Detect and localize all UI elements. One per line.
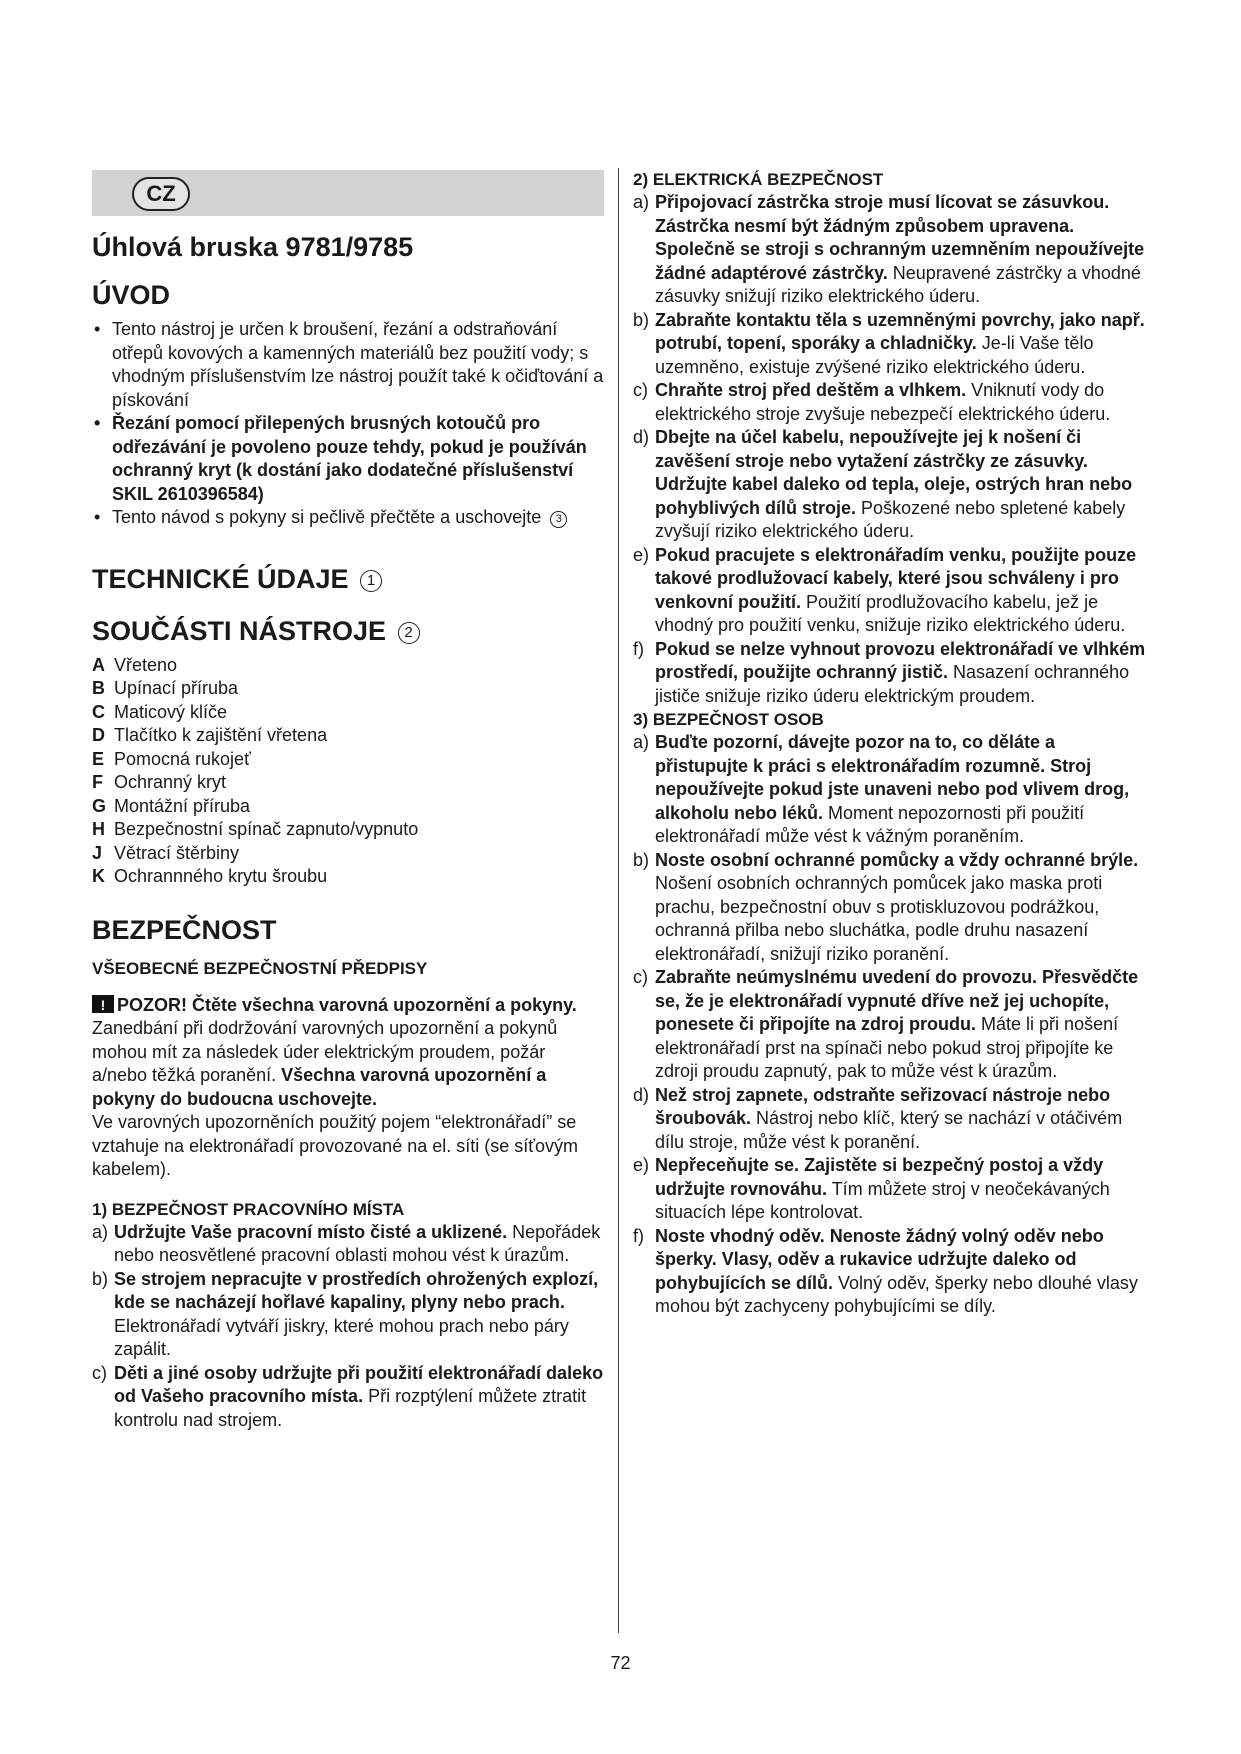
item-letter: d) [633,1084,650,1105]
safety-item [633,379,1148,426]
safety-item [92,1362,604,1433]
part-item [92,724,604,748]
part-key: B [92,678,105,698]
safety-item [633,309,1148,380]
item-bold: Pokud se nelze vyhnout provozu elektronářadí ve vlhkém prostředí, použijte ochranný jistič. [655,638,1146,682]
safety-item [92,1221,604,1268]
uvod-list [92,318,604,530]
section-3-heading: 3) BEZPEČNOST OSOB [633,710,824,729]
item-letter: e) [633,1155,650,1175]
item-text: Při rozptýlení můžete ztratit kontrolu nad strojem. [114,1386,587,1430]
item-text: Moment nepozornosti při použití elektronářadí může vést k vážným poraněním. [655,802,1085,846]
figure-ref: 3 [550,511,567,528]
item-letter: e) [633,544,650,565]
section-1-heading: 1) BEZPEČNOST PRACOVNÍHO MÍSTA [92,1199,405,1219]
safety-item [633,191,1148,309]
part-item [92,677,604,701]
part-key: J [92,842,103,863]
part-item [92,865,604,889]
part-key: E [92,748,105,769]
item-text: Tím můžete stroj v neočekávaných situacích lépe kontrolovat. [655,1178,1110,1222]
item-bold: Děti a jiné osoby udržujte při použití elektronářadí daleko od Vašeho pracovního místa. [114,1362,604,1406]
item-letter: c) [633,380,648,400]
language-badge: CZ [132,177,190,211]
list-item: • Tento nástroj je určen k broušení, řezání a odstraňování otřepů kovových a kamenných materiálů bez použití vody; s vhodným příslušenstvím lze nástroj použít také k očiďtování a pískování [92,318,604,412]
part-label: Upínací příruba [114,678,239,698]
definition-paragraph: Ve varovných upozorněních použitý pojem “elektronářadí” se vztahuje na elektronářadí provozované na el. síti (se síťovým kabelem). [92,1112,578,1179]
product-title: Úhlová bruska 9781/9785 [92,232,414,262]
safety-heading: BEZPEČNOST [92,914,277,945]
item-text: Nasazení ochranného jističe snižuje riziko úderu elektrickým proudem. [655,662,1130,706]
left-column [92,170,604,1432]
part-label: Pomocná rukojeť [114,748,251,769]
item-text: Poškozené nebo spletené kabely zvyšují riziko elektrického úderu. [655,497,1126,541]
part-key: F [92,772,103,792]
warning-text: Zanedbání při dodržování varovných upozornění a pokynů mohou mít za následek úder elektrickým proudem, požár a/nebo těžká poranění. [92,1018,558,1085]
section-2-list [633,191,1148,708]
warning-paragraph [92,994,604,1112]
part-key: H [92,819,105,839]
item-bold: Noste vhodný oděv. Nenoste žádný volný oděv nebo šperky. Vlasy, oděv a rukavice udržujte daleko od pohybujících se dílů. [655,1225,1104,1293]
safety-item [633,966,1148,1084]
part-label: Bezpečnostní spínač zapnuto/vypnuto [114,819,419,839]
part-key: D [92,725,105,745]
list-item: • Řezání pomocí přilepených brusných kotoučů pro odřezávání je povoleno pouze tehdy, pokud je používán ochranný kryt (k dostání jako dodatečné příslušenství SKIL 2610396584) [92,412,604,506]
column-divider [618,168,619,1633]
part-label: Montážní příruba [114,795,251,816]
item-letter: f) [633,1225,644,1246]
parts-heading-text: SOUČÁSTI NÁSTROJE [92,615,387,646]
part-label: Ochrannného krytu šroubu [114,866,328,886]
item-text: Nošení osobních ochranných pomůcek jako maska proti prachu, bezpečnostní obuv s protiskluzovou podrážkou, ochranná přilba nebo sluchátka, podle druhu nasazení elektronářadí, snižují riziko poranění. [655,873,1103,964]
part-item [92,654,604,678]
section-3-list [633,731,1148,1319]
item-letter: f) [633,638,644,659]
item-bold: Připojovací zástrčka stroje musí lícovat se zásuvkou. Zástrčka nesmí být žádným způsobem upravena. Společně se stroji s ochranným uzemněním nepoužívejte žádné adaptérové zástrčky. [655,192,1145,283]
language-bar [92,170,604,216]
part-label: Ochranný kryt [114,772,227,792]
list-item-text: Tento návod s pokyny si pečlivě přečtěte a uschovejte [112,507,542,527]
item-bold: Než stroj zapnete, odstraňte seřizovací nástroje nebo šroubovák. [655,1084,1111,1128]
tech-heading [92,562,604,596]
item-text: Nepořádek nebo neosvětlené pracovní oblasti mohou vést k úrazům. [114,1221,601,1265]
part-item [92,842,604,866]
warning-bold: Všechna varovná upozornění a pokyny do budoucna uschovejte. [92,1065,547,1109]
part-key: C [92,701,105,722]
section-2-heading: 2) ELEKTRICKÁ BEZPEČNOST [633,170,884,189]
item-bold: Chraňte stroj před deštěm a vlhkem. [655,380,967,400]
item-bold: Pokud pracujete s elektronářadím venku, použijte pouze takové prodlužovací kabely, které jsou schváleny i pro venkovní použití. [655,544,1137,612]
tech-heading-text: TECHNICKÉ ÚDAJE [92,563,349,594]
item-bold: Udržujte Vaše pracovní místo čisté a uklizené. [114,1221,508,1242]
item-letter: a) [633,732,650,752]
item-text: Použití prodlužovacího kabelu, jež je vhodný pro použití venku, snižuje riziko elektrického úderu. [655,591,1126,635]
item-text: Je-li Vaše tělo uzemněno, existuje zvýšené riziko elektrického úderu. [655,333,1094,377]
safety-item [633,1225,1148,1319]
item-bold: Dbejte na účel kabelu, nepoužívejte jej k nošení či zavěšení stroje nebo vytažení zástrčky ze zásuvky. Udržujte kabel daleko od tepla, oleje, ostrých hran nebo pohyblivých dílů stroje. [655,427,1133,518]
item-text: Máte li při nošení elektronářadí prst na spínači nebo pokud stroj připojíte ke zdroji proudu zapnutý, pak to může vést k úrazům. [655,1014,1119,1081]
item-text: Volný oděv, šperky nebo dlouhé vlasy mohou být zachyceny pohybujícími se díly. [655,1272,1138,1316]
part-key: K [92,866,105,886]
safety-item [633,849,1148,967]
page-number: 72 [610,1653,631,1673]
item-bold: Nepřeceňujte se. Zajistěte si bezpečný postoj a vždy udržujte rovnováhu. [655,1155,1104,1199]
part-label: Tlačítko k zajištění vřetena [114,725,328,745]
item-letter: c) [633,967,648,987]
part-label: Vřeteno [114,654,178,675]
part-item [92,818,604,842]
safety-item [633,1084,1148,1155]
general-safety-heading: VŠEOBECNÉ BEZPEČNOSTNÍ PŘEDPISY [92,958,428,978]
safety-item [633,731,1148,849]
part-item [92,771,604,795]
part-label: Větrací štěrbiny [114,842,240,863]
list-item [92,506,604,530]
item-bold: Zabraňte kontaktu těla s uzemněnými povrchy, jako např. potrubí, topení, sporáky a chladničky. [655,309,1145,353]
part-item [92,795,604,819]
part-key: G [92,795,107,816]
part-label: Maticový klíče [114,701,228,722]
part-item [92,748,604,772]
part-key: A [92,654,105,675]
uvod-heading: ÚVOD [92,280,171,310]
item-bold: Buďte pozorní, dávejte pozor na to, co děláte a přistupujte k práci s elektronářadím rozumně. Stroj nepoužívejte pokud jste unaveni nebo pod vlivem drog, alkoholu nebo léků. [655,732,1130,823]
figure-ref: 2 [398,622,420,644]
section-1-list [92,1221,604,1433]
item-letter: d) [633,427,650,447]
parts-list [92,654,604,889]
item-letter: b) [92,1268,109,1289]
item-letter: b) [633,309,650,330]
item-text: Nástroj nebo klíč, který se nachází v otáčivém dílu stroje, může vést k poranění. [655,1108,1123,1152]
item-letter: c) [92,1362,107,1383]
item-text: Neupravené zástrčky a vhodné zásuvky snižují riziko elektrického úderu. [655,262,1141,306]
safety-item [633,544,1148,638]
safety-item [633,638,1148,709]
item-bold: Se strojem nepracujte v prostředích ohrožených explozí, kde se nacházejí hořlavé kapaliny, plyny nebo prach. [114,1268,599,1312]
item-letter: a) [92,1221,109,1242]
safety-item [633,1154,1148,1225]
safety-item [633,426,1148,544]
right-column [633,170,1148,1319]
parts-heading [92,614,604,648]
item-text: Vniknutí vody do elektrického stroje zvyšuje nebezpečí elektrického úderu. [655,380,1111,424]
item-text: Elektronářadí vytváří jiskry, které mohou prach nebo páry zapálit. [114,1315,569,1359]
item-letter: b) [633,849,650,870]
warning-bold: POZOR! Čtěte všechna varovná upozornění a pokyny. [117,994,577,1015]
item-letter: a) [633,192,650,212]
item-bold: Noste osobní ochranné pomůcky a vždy ochranné brýle. [655,849,1139,870]
safety-item [92,1268,604,1362]
figure-ref: 1 [360,570,382,592]
part-item [92,701,604,725]
item-bold: Zabraňte neúmyslnému uvedení do provozu. Přesvědčte se, že je elektronářadí vypnuté dříve než jej uchopíte, ponesete či připojíte na zdroj proudu. [655,967,1139,1034]
warning-icon [92,995,114,1013]
